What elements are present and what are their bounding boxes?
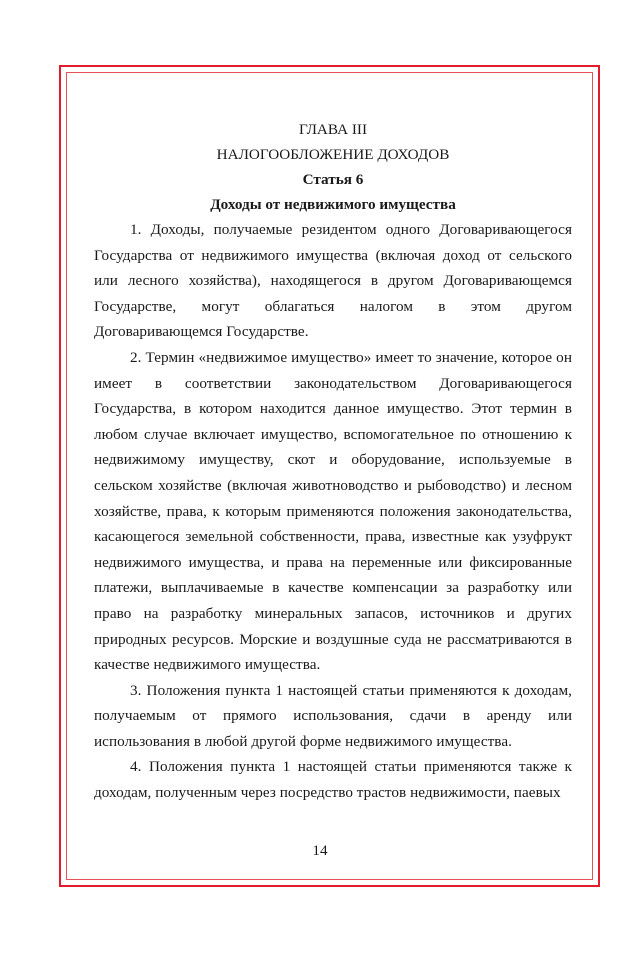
paragraph-4: 4. Положения пункта 1 настоящей статьи применяются также к доходам, полученным через посредство трастов недвижимости, паевых [94,758,572,802]
document-body [94,117,572,806]
paragraph-3: 3. Положения пункта 1 настоящей статьи применяются к доходам, получаемым от прямого использования, сдачи в аренду или использования в любой другой форме недвижимого имущества. [94,681,572,750]
chapter-number: ГЛАВА III [298,121,368,138]
paragraph-2: 2. Термин «недвижимое имущество» имеет то значение, которое он имеет в соответствии законодательством Договаривающегося Государства, в котором находится данное имущество. Этот термин в любом случае включает имущество, вспомогательное по отношению к недвижимому имуществу, скот и оборудование, используемые в сельском хозяйстве (включая животноводство и рыбоводство) и лесном хозяйстве, права, к которым применяются положения законодательства, касающегося земельной собственности, права, известные как узуфрукт недвижимого имущества, и права на переменные или фиксированные платежи, выплачиваемые в качестве компенсации за разработку или право на разработку минеральных запасов, источников и других природных ресурсов. Морские и воздушные суда не рассматриваются в качестве недвижимого имущества. [94,348,572,674]
page-number: 14 [312,842,328,859]
article-title: Доходы от недвижимого имущества [210,196,456,213]
chapter-title: НАЛОГООБЛОЖЕНИЕ ДОХОДОВ [216,146,450,163]
article-number: Статья 6 [302,171,364,188]
paragraph-1: 1. Доходы, получаемые резидентом одного Договаривающегося Государства от недвижимого имущества (включая доход от сельского или лесного хозяйства), находящегося в другом Договаривающемся Государстве, могут облагаться налогом в этом другом Договаривающемся Государстве. [94,221,572,341]
